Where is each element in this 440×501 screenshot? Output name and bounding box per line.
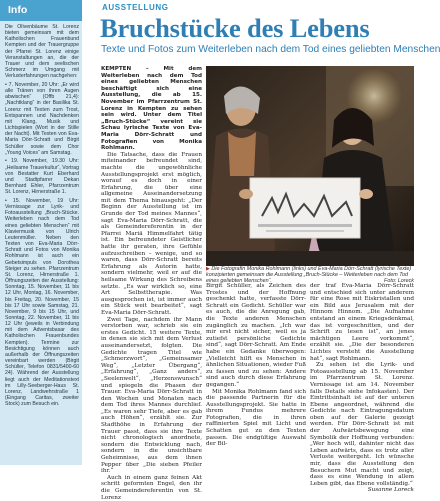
- body-paragraph: Mit Monika Rohlmann fand sich die passende Partnerin für die Ausstellungsprojekt. Sie hatte in ihrem Fundus mehrere Fotografien, die in ihren raffinierten Spiel mit Licht und Schatten gut zu den Texten passen. Die endgültige Auswahl der Bil-: [206, 388, 306, 448]
- info-event-3: • 15. November, 19 Uhr: Vernissage zur Lyrik- und Fotoausstellung „Bruch-Stücke. Weiterleben nach dem Tod eines geliebten Menschen“ mit Klaviermusik von Ulrich Leutenmüller. Neben den Texten von Eva-Maria Dörr-Schratt und Fotos von Monika Rohlmann ist auch ein Gebetsimpuls von Dorothea Steiger zu sehen. Pfarrzentrum St. Lorenz, Hirnerstraße 1. Öffnungszeiten der Ausstellung: Sonntag, 15. November, 11 bis 12 Uhr, Montag, 16. November, bis Freitag, 20. November, 15 bis 17 Uhr sowie Samstag, 21. November, 9 bis 15 Uhr, und Sonntag, 22. November, 11 bis 12 Uhr (jeweils in Verbindung mit dem Adventsbasar des Katholischen Frauenbundes Kempten). Termine zur Besichtigung können auch außerhalb der Öffnungszeiten vereinbart werden (Birgit Schüller, Telefon 0831/5400-60 24). Während der Ausstellung liegt auch der Meditationstext im Lilly-Seeberger-Haus St. Lorenz, Landwehrstraße 1 (Eingang Caritas, zweiter Stock) zum Besuch ein.: [5, 198, 79, 408]
- section-kicker: AUSSTELLUNG: [102, 3, 169, 12]
- body-paragraph: der traf Eva-Maria Dörr-Schratt und entschied sich unter anderem für eine Rose mit Eiskristallen und ein Bild aus Jerusalem mit der Hinnom Hinnom. „Die Aufnahme entstand an einem Kriegsdenkmal, das ist vorgeschnitten, und der Schrift zu lesen ist“, an jenes mächtigen Leere vorkommt“, erzählt sie. „Die der besonderen Lichtes versteht die Ausstellung hat“, sagt Rohlmann.: [310, 283, 414, 362]
- info-title: Info: [0, 0, 82, 21]
- caption-text: Die Fotografin Monika Rohlmann (links) und Eva-Maria Dörr-Schratt (lyrische Texte) konzipierten gemeinsam die Ausstellung „Bruch-Stücke – Weiterleben nach dem Tod eines geliebten Menschen“.: [206, 266, 412, 285]
- article-column-3: [310, 283, 414, 494]
- article-headline: Bruchstücke des Lebens: [100, 13, 370, 43]
- article-author: Susanne Loreck: [367, 487, 414, 494]
- body-paragraph: Die Tatsache, dass die Frauen miteinander befreundet sind, machte die ungewöhnliche Ausstellungsprojekt erst möglich, worauf es doch in einer Erfahrung, die über eine allgemeine Auseinandersetzung mit dem Thema hinausgeht: „Der Beginn der Ausstellung ist im Grunde der Tod meines Mannes“, sagt Eva-Maria Dörr-Schratt, die als Gemeindereferentin in der Pfarrei Mariä Himmelfahrt tätig ist. Ein befreundeter Geistlicher hatte ihr geraten, ihre Gefühle aufzuschreiben – wenige, und so waren, dass Dörr-Schratt bereits Erfahrung als Autorin hatte, sondern vielmehr, weil er auf die heilsame Wirkung des Schreibens setzte. „Es war wirklich so, eine Art Selbsttherapie. Was ausgesprochen ist, ist immer auch ein Stück weit bearbeitet“, sagt Eva-Maria Dörr-Schratt.: [101, 151, 202, 316]
- article-subhead: Texte und Fotos zum Weiterleben nach dem Tod eines geliebten Menschen: [101, 44, 440, 55]
- article-lead: [101, 66, 202, 152]
- article-photo: [206, 66, 414, 266]
- lead-text: Mit dem Weiterleben nach dem Tod eines geliebten Menschen beschäftigt sich eine Ausstellung, die ab 15. November im Pfarrzentrum St. Lorenz in Kempten zu sehen sein wird. Unter dem Titel „Bruch-Stücke“ vereint sie Schau lyrische Texte von Eva-Maria Dörr-Schratt und Fotografien von Monika Rohlmann.: [101, 66, 203, 152]
- photo-caption: [206, 266, 414, 285]
- info-intro: Die Olivenbäume St. Lorenz bieten gemeinsam mit dem Katholischen Frauenbund Kempten und der Trauergruppe der Pfarrei St. Lorenz einige Veranstaltungen an, die der Trauer und dem seelischen Schmerz im Umgang mit Verlusterfahrungen nachgehen:: [5, 24, 79, 80]
- article-column-2: [206, 283, 306, 461]
- body-paragraph: Auch in einem ganz feinen Akt schritt geformten Engel, den ihr die Gemeindereferentin von St. Lorenz: [101, 474, 202, 501]
- dateline: KEMPTEN –: [101, 66, 149, 72]
- info-body: [0, 21, 82, 407]
- info-event-2: • 19. November, 19.30 Uhr: „Heilsame Trauerkultur“, Vortrag von Bestatter Kurt Eberhard und Stadtpfarrer Dekan Bernhard Ehler, Pfarrzentrum St. Lorenz, Hirnerstraße 1.: [5, 158, 79, 196]
- body-paragraph: Zwei Tage, nachdem ihr Mann verstorben war, schrieb sie ein erstes Gedicht. 15 weitere Texte, in denen sie sich mit dem Verlust auseinandersetzt, folgten. Die Gedichte tragen Titel wie „Schmerzwort“, „Gemeinsamer Weg“, „Letzter Übergang“, „Erfahrung“, „Ganz anders“, „Seelenwelt“, „Herzenswunsch“ und spiegeln die Phasen der Trauer. Eva-Maria Dörr-Schratt in den Wochen und Monaten nach dem Tod ihres Mannes durchlief. „Es waren sehr Tiefe, aber es gab auch Höhen“, erzählt sie. Zur Stadthöhe in Erfahrung der Trauer passt, dass sie ihre Texte nicht chronologisch anordnete, sondern die Entwicklung nach, sondern in die unsichtbare Geheimnisse, aus dem ihnen Pepper über „Die sieben Pfeiler ihr.“: [101, 316, 202, 475]
- photo-credit: Foto: Loreck: [384, 278, 414, 285]
- body-paragraph: Birgit Schüller, als Zeichen des Trostes und der Hoffnung geschenkt hatte, verfasste Dörr-Schratt ein Gedicht. Schüller war es auch, die die Anregung gab, die Texte anderen Menschen zugänglich zu machen. „Ich war mir erst nicht sicher, weil es ja zutiefst persönliche Gedichte sind“, sagt Dörr-Schratt. Am Ende habe ein Gedanke überwogen: „Vielleicht hilft es Menschen in ähnlichen Situationen, wieder Fuß zu fassen und zu sehen: Andere sind auch durch diese Erfahrung gegangen.“: [206, 283, 306, 388]
- body-paragraph: Zu sehen ist die Lyrik- und Fotoausstellung ab 15. November im Pfarrzentrum St. Lorenz. Vernissage ist am 14. November falls Details siehe Infokasten). Der Eintrittsinhalt ist auf der unteren Ebene angeordnet, während die Gedichte nach Eintragungsdatum oben auf der Galerie gezeigt werden. Für Dörr-Schratt ist mit der Aufwärtsbewegung eine Symbolik der Hoffnung verbunden: „Wer hoch will, dahinter nicht das Leben aufwärts, dass es trotz aller Verluste weitergeht. Ich wünsche mir, dass die Ausstellung den Besuchern Mut macht und zeigt, dass es eine Wendung in allem Leben gibt, das Ebene vollständig.“: [310, 362, 414, 487]
- photo-illustration: [206, 66, 414, 266]
- info-event-1: • 7. November, 20 Uhr: „Er wird alle Tränen von ihren Augen abwischen“ (Offb 21,4): „Nachtklang“ in der Basilika St. Lorenz mit Texten zum Trost, Entspannen und Nachdenken mit Klang, Musik und Lichtspielen (Wort in der Stille der Nacht). Mit Texten von Eva-Maria Dörr-Schratt und Birgit Schüller sowie dem Chor „Young Voices“ am Samstag.: [5, 82, 79, 156]
- caption-marker-icon: ▶: [206, 266, 210, 272]
- info-sidebar: [0, 0, 82, 465]
- article-column-1: [101, 66, 203, 501]
